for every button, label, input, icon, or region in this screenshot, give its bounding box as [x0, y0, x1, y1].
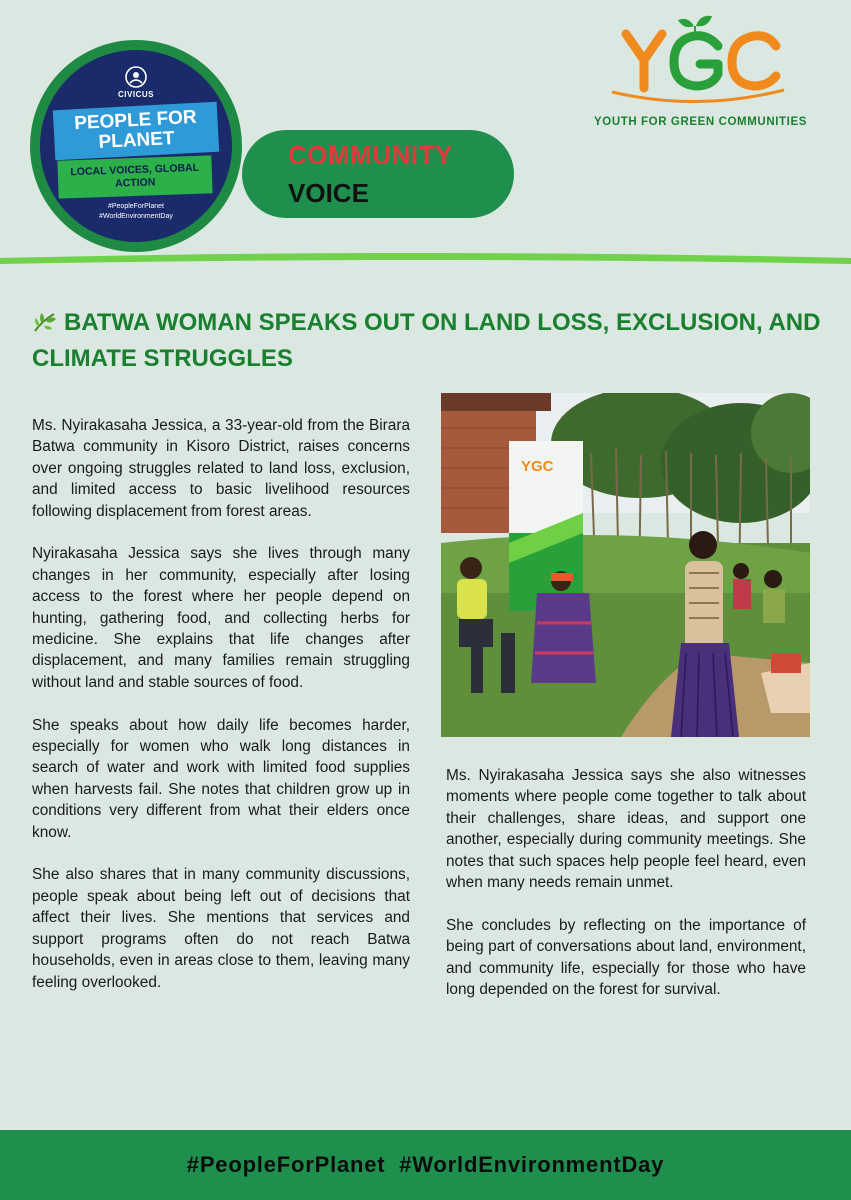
campaign-badge	[40, 50, 232, 242]
article-right-column	[446, 765, 806, 1022]
footer-bar	[0, 1130, 851, 1200]
paragraph: She also shares that in many community discussions, people speak about being left out of decisions that affect their lives. She mentions that services and support programs often do not reach Batwa households, even in areas close to them, leaving many feeling overlooked.	[32, 866, 410, 991]
badge-org-name: CIVICUS	[118, 90, 154, 99]
paragraph: Nyirakasaha Jessica says she lives through many changes in her community, especially after losing access to the forest where her people depend on hunting, gathering food, and collecting herbs for medicine. She explains that life changes after displacement, and many families remain struggling without land and stable sources of food.	[32, 545, 410, 691]
ygc-logo-icon	[608, 12, 788, 112]
green-divider	[0, 244, 851, 270]
badge-hashtags	[40, 202, 232, 222]
herb-leaf-icon	[32, 311, 58, 333]
badge-hashtag-2: #WorldEnvironmentDay	[99, 213, 173, 220]
badge-subtitle: LOCAL VOICES, GLOBAL ACTION	[57, 155, 212, 198]
footer-hashtags: #PeopleForPlanet #WorldEnvironmentDay	[186, 1152, 665, 1177]
badge-hashtag-1: #PeopleForPlanet	[107, 203, 165, 210]
paragraph: She concludes by reflecting on the importance of being part of conversations about land, environment, and community life, especially for those who have long depended on the forest for survival.	[446, 916, 806, 999]
badge-title: PEOPLE FOR PLANET	[53, 102, 219, 161]
paragraph: Ms. Nyirakasaha Jessica says she also witnesses moments where people come together to talk about their challenges, share ideas, and support one another, especially during community meetings. She notes that such spaces help people feel heard, even when many needs remain unmet.	[446, 767, 806, 892]
paragraph: She speaks about how daily life becomes harder, especially for women who walk long distances in search of water and work with limited food supplies when harvests fail. She notes that children grow up in conditions very different from what their elders once know.	[32, 716, 410, 841]
section-label-line2: VOICE	[288, 178, 369, 208]
article-headline	[32, 305, 822, 377]
paragraph: Ms. Nyirakasaha Jessica, a 33-year-old from the Birara Batwa community in Kisoro District, raises concerns over ongoing struggles related to land loss, exclusion, and limited access to basic livelihood resources following displacement from forest areas.	[32, 417, 410, 520]
headline-text: BATWA WOMAN SPEAKS OUT ON LAND LOSS, EXCLUSION, AND CLIMATE STRUGGLES	[32, 309, 821, 372]
civicus-logo-icon	[124, 65, 148, 89]
photo-banner-letters: YGC	[521, 458, 554, 475]
article-left-column	[32, 415, 410, 1014]
community-meeting-photo	[441, 393, 810, 737]
section-label-line1: COMMUNITY	[288, 140, 453, 170]
logo-tagline: YOUTH FOR GREEN COMMUNITIES	[594, 116, 807, 128]
